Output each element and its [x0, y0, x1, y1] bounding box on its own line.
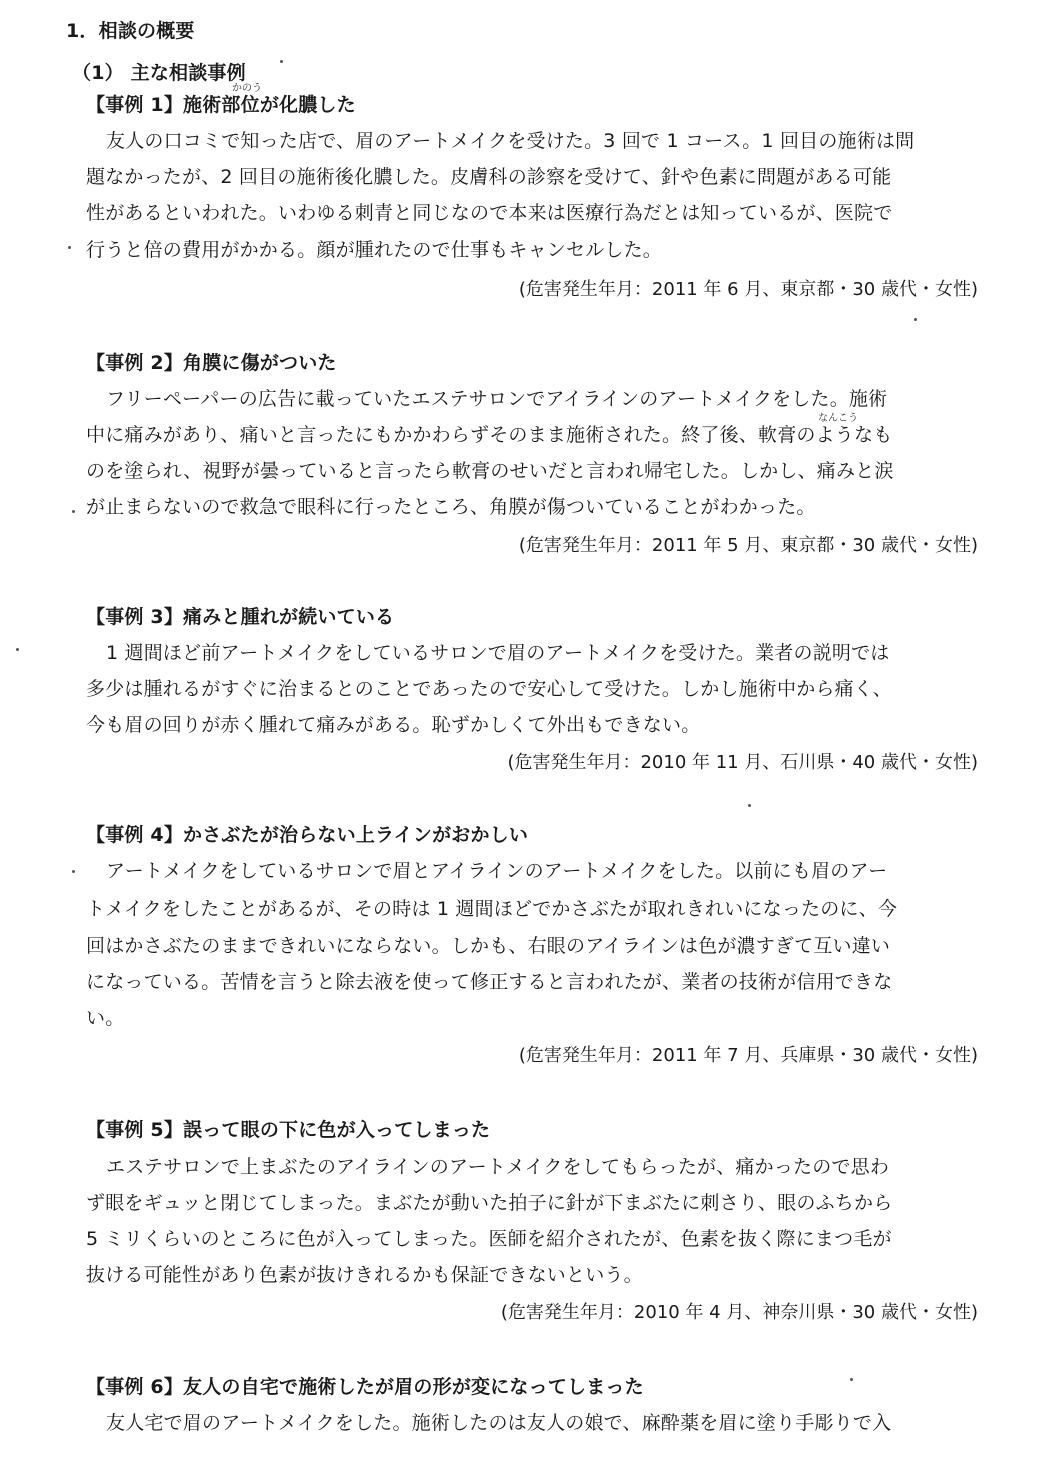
case-source: (危害発生年月：2011 年 7 月、兵庫県・30 歳代・女性): [518, 1045, 978, 1066]
case-text-line: フリーペーパーの広告に載っていたエステサロンでアイラインのアートメイクをした。施術: [106, 388, 888, 410]
case-text-line: 友人の口コミで知った店で、眉のアートメイクを受けた。3 回で 1 コース。1 回目の施術は問: [106, 130, 915, 152]
case-text-line: 5 ミリくらいのところに色が入ってしまった。医師を紹介されたが、色素を抜く際にまつ毛が: [86, 1228, 892, 1250]
furigana-ruby: なんこう: [818, 413, 858, 424]
case-text-line: になっている。苦情を言うと除去液を使って修正すると言われたが、業者の技術が信用できな: [86, 971, 893, 993]
case-title: 【事例 1】施術部位が化膿した: [86, 94, 356, 116]
scan-speck: [72, 510, 75, 513]
case-text-line: 今も眉の回りが赤く腫れて痛みがある。恥ずかしくて外出もできない。: [86, 714, 701, 736]
case-title: 【事例 5】誤って眼の下に色が入ってしまった: [86, 1119, 491, 1141]
case-text-line: い。: [86, 1007, 125, 1029]
case-text-line: 1 週間ほど前アートメイクをしているサロンで眉のアートメイクを受けた。業者の説明では: [106, 642, 890, 664]
case-title: 【事例 6】友人の自宅で施術したが眉の形が変になってしまった: [86, 1376, 644, 1398]
section-heading: 1．相談の概要: [66, 20, 195, 42]
case-title: 【事例 4】かさぶたが治らない上ラインがおかしい: [86, 824, 529, 846]
case-text-line: のを塗られ、視野が曇っていると言ったら軟膏のせいだと言われ帰宅した。しかし、痛みと涙: [86, 460, 894, 482]
case-text-line: 行うと倍の費用がかかる。顔が腫れたので仕事もキャンセルした。: [86, 239, 663, 261]
scan-speck: [850, 1378, 853, 1381]
furigana-ruby: かのう: [232, 83, 262, 94]
case-text-line: 性があるといわれた。いわゆる刺青と同じなので本来は医療行為だとは知っているが、医院で: [86, 202, 893, 224]
scan-speck: [914, 318, 917, 321]
case-source: (危害発生年月：2010 年 4 月、神奈川県・30 歳代・女性): [500, 1302, 978, 1323]
scan-speck: [72, 870, 75, 873]
case-source: (危害発生年月：2011 年 6 月、東京都・30 歳代・女性): [518, 279, 978, 300]
case-text-line: ず眼をギュッと閉じてしまった。まぶたが動いた拍子に針が下まぶたに刺さり、眼のふちから: [86, 1192, 893, 1214]
case-text-line: が止まらないので救急で眼科に行ったところ、角膜が傷ついていることがわかった。: [86, 496, 816, 518]
case-text-line: 抜ける可能性があり色素が抜けきれるかも保証できないという。: [86, 1264, 643, 1286]
scan-speck: [16, 648, 19, 651]
case-source: (危害発生年月：2011 年 5 月、東京都・30 歳代・女性): [518, 535, 978, 556]
case-title: 【事例 2】角膜に傷がついた: [86, 352, 337, 374]
case-text-line: 友人宅で眉のアートメイクをした。施術したのは友人の娘で、麻酔薬を眉に塗り手彫りで入: [106, 1412, 892, 1434]
case-text-line: アートメイクをしているサロンで眉とアイラインのアートメイクをした。以前にも眉のアー: [106, 860, 888, 882]
case-text-line: トメイクをしたことがあるが、その時は 1 週間ほどでかさぶたが取れきれいになったのに、今: [86, 898, 898, 920]
case-text-line: 題なかったが、2 回目の施術後化膿した。皮膚科の診察を受けて、針や色素に問題がある可能: [86, 166, 892, 188]
subsection-heading: （1） 主な相談事例: [72, 62, 246, 84]
case-title: 【事例 3】痛みと腫れが続いている: [86, 606, 395, 628]
case-source: (危害発生年月：2010 年 11 月、石川県・40 歳代・女性): [507, 752, 978, 773]
scan-speck: [280, 60, 283, 63]
scan-speck: [68, 246, 71, 249]
scan-speck: [748, 804, 751, 807]
case-text-line: 多少は腫れるがすぐに治まるとのことであったので安心して受けた。しかし施術中から痛く、: [86, 678, 892, 700]
case-text-line: エステサロンで上まぶたのアイラインのアートメイクをしてもらったが、痛かったので思わ: [106, 1156, 890, 1178]
case-text-line: 中に痛みがあり、痛いと言ったにもかかわらずそのまま施術された。終了後、軟膏のようなも: [86, 424, 893, 446]
case-text-line: 回はかさぶたのままできれいにならない。しかも、右眼のアイラインは色が濃すぎて互い違い: [86, 935, 891, 957]
